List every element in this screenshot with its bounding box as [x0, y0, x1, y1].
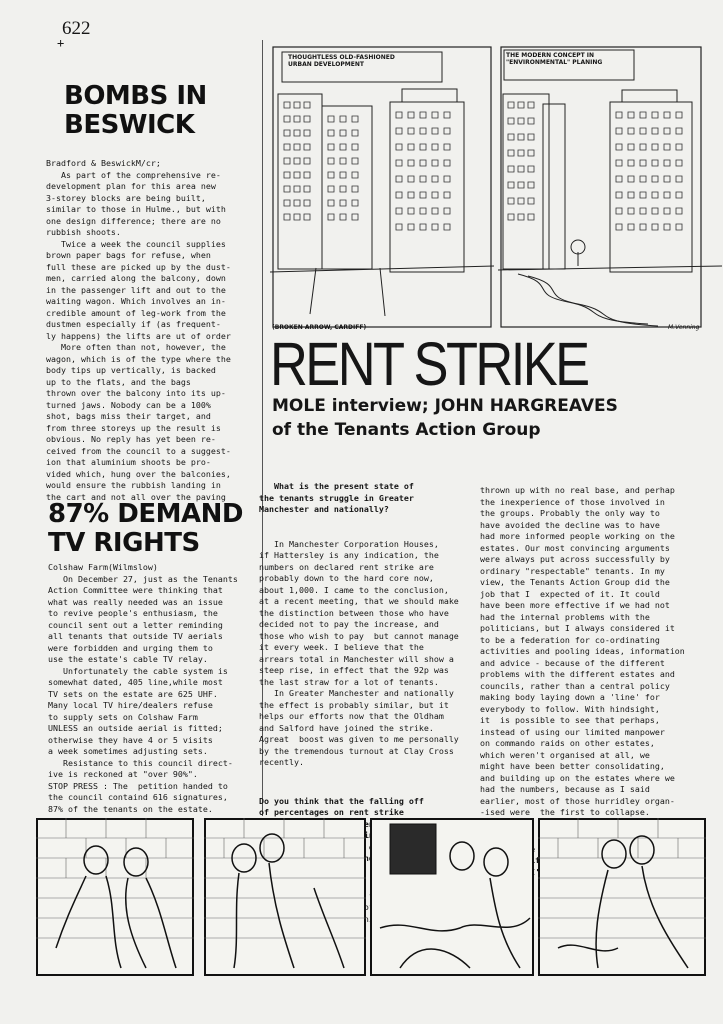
- interview-answer-2-continued: thrown up with no real base, and perhap the inexperience of those involved in the groups. Probably the only way to have avoided the decline was to have had more informed people working on the estates. Our most convincing arguments were always put across successfully by ordinary "respectable" tenants. In my view, the Tenants Action Group did the job that I expected of it. It could have been more effective if we had not had the internal problems with the politicians, but I always considered it to be a federation for co-ordinating activities and pooling ideas, information and advice - because of the different problems with the different estates and councils, rather than a central policy making body laying down a 'line' for everybody to follow. With hindsight, it is possible to see that perhaps, instead of using our limited manpower on commando raids on other estates, which weren't organised at all, we might have been better consolidating, and building up on the estates where we had the numbers, because as I said earlier, most of those hurridley organ- -ised were the first to collapse.: [480, 485, 685, 817]
- interview-answer-2: of: [363, 902, 374, 912]
- cartoon-artist-signature: M.Venning: [668, 324, 700, 331]
- cartoon-panel-old-development: [270, 44, 494, 332]
- comic-panel-1: [36, 818, 194, 976]
- cartoon-panel-modern-concept: [498, 44, 722, 332]
- comic-panel-3-drawing: [370, 818, 534, 976]
- comic-panel-2-drawing: [204, 818, 366, 976]
- comic-panel-4: [538, 818, 706, 976]
- rent-strike-headline: RENT STRIKE: [270, 330, 588, 398]
- interview-question-2: Do you think that the falling off of percentages on rent strike: [259, 795, 424, 817]
- interview-answer-1: In Manchester Corporation Houses, if Hattersley is any indication, the numbers on declared rent strike are probably down to the hard core now, about 1,000. I came to the conclusion, at a recent meeting, that we should make the distinction between those who have decided not to pay the increase, and those who wish to pay but cannot manage it every week. I believe that the arrears total in Manchester will show a steep rise, in effect that the 92p was the last straw for a lot of tenants. In Greater Manchester and nationally the effect is probably similar, but it helps our efforts now that the Oldham and Salford have joined the strike. Agreat boost was given to me personally by the tremendous turnout at Clay Cross recently.: [259, 538, 459, 767]
- page-marker: +: [57, 36, 65, 50]
- bombs-article-body: Bradford & BeswickM/cr; As part of the comprehensive re- development plan for this area new 3-storey blocks are being built, similar to those in Hulme., but with one design difference; there are no rubbish shoots. Twice a week the council supplies brown paper bags for refuse, when full these are picked up by the dust- men, carried along the balcony, down in the passenger lift and out to the waiting wagon. Which involves an in- credible amount of leg-work from the dustmen especially if (as frequent- ly happens) the lifts are ut of order More often than not, however, the wagon, which is of the type where the body tips up vertically, is backed up to the flats, and the bags thrown over the balcony into its up- turned jaws. Nobody can be a 100% shot, bags miss their target, and from three storeys up the result is obvious. No reply has yet been re- ceived from the council to a suggest- ion that aluminium shoots be pro- vided which, hung over the balconies, would ensure the rubbish landing in the cart and not all over the paving: [46, 158, 231, 502]
- page-number: 622: [62, 18, 91, 39]
- bombs-headline: BOMBS IN BESWICK: [64, 81, 207, 140]
- modern-concept-caption: THE MODERN CONCEPT IN "ENVIRONMENTAL" PLANING: [506, 52, 603, 66]
- interview-question-1: What is the present state of the tenants struggle in Greater Manchester and nationally?: [259, 481, 414, 514]
- modern-concept-illustration: [498, 44, 722, 332]
- old-development-caption: THOUGHTLESS OLD-FASHIONED URBAN DEVELOPMENT: [288, 54, 395, 68]
- comic-panel-3: [370, 818, 534, 976]
- cartoon-credit-source: (BROKEN ARROW, CARDIFF): [272, 324, 367, 331]
- comic-panel-4-drawing: [538, 818, 706, 976]
- rent-strike-subheading: MOLE interview; JOHN HARGREAVES: [272, 396, 618, 416]
- old-development-illustration: [270, 44, 494, 332]
- comic-panel-1-drawing: [36, 818, 194, 976]
- tv-rights-headline: 87% DEMAND TV RIGHTS: [48, 499, 243, 558]
- comic-panel-2: [204, 818, 366, 976]
- tv-rights-article-body: Colshaw Farm(Wilmslow) On December 27, just as the Tenants Action Committee were thinking that what was really needed was an issue to revive people's enthusiasm, the council sent out a letter reminding all tenants that outside TV aerials were forbidden and urging them to use the estate's cable TV relay. Unfortunately the cable system is somewhat dated, 405 line,while most TV sets on the estate are 625 UHF. Many local TV hire/dealers refuse to supply sets on Colshaw Farm UNLESS an outside aerial is fitted; otherwise they have 4 or 5 visits a week sometimes adjusting sets. Resistance to this council direct- ive is reckoned at "over 90%". STOP PRESS : The petition handed to the council containd 616 signatures, 87% of the tenants on the estate.: [48, 562, 238, 814]
- rent-strike-subheading-2: of the Tenants Action Group: [272, 420, 541, 440]
